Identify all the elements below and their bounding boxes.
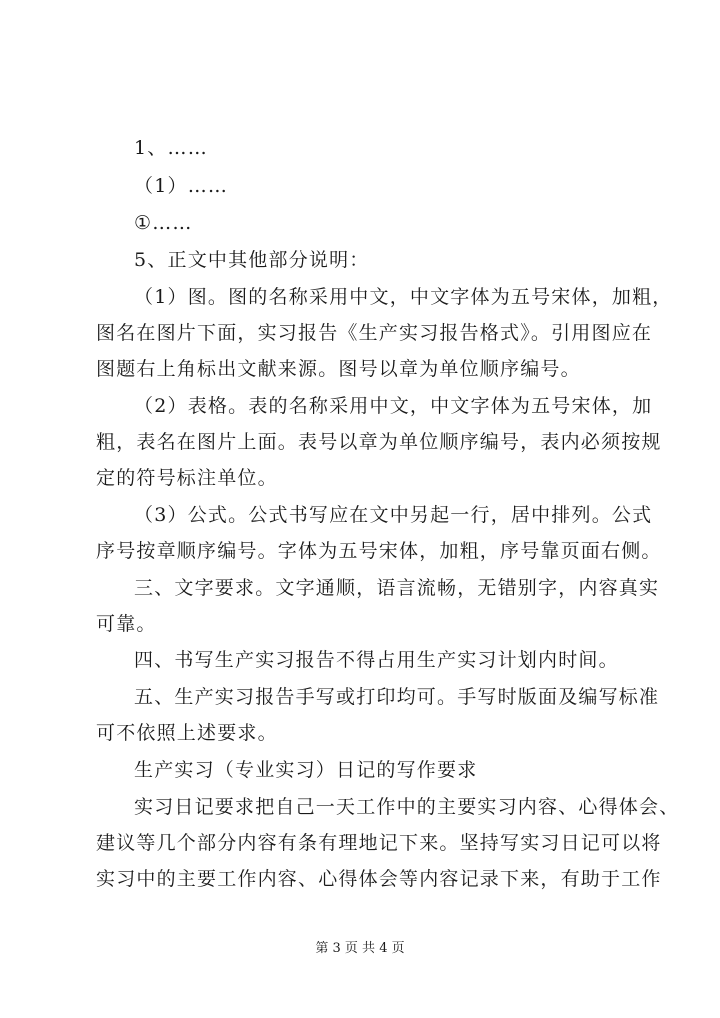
paragraph-table-line-2: 粗，表名在图片上面。表号以章为单位顺序编号，表内必须按规 [96,431,662,453]
page-footer: 第 3 页 共 4 页 [315,941,405,956]
section-heading-5: 5、正文中其他部分说明： [134,249,370,271]
paragraph-rule-5-line-1: 五、生产实习报告手写或打印均可。手写时版面及编写标准 [134,686,660,708]
paragraph-diary-line-3: 实习中的主要工作内容、心得体会等内容记录下来，有助于工作 [96,868,662,890]
paragraph-figure-line-3: 图题右上角标出文献来源。图号以章为单位顺序编号。 [96,358,581,380]
paragraph-table-line-3: 定的符号标注单位。 [96,467,278,489]
paragraph-rule-4: 四、书写生产实习报告不得占用生产实习计划内时间。 [134,649,619,671]
list-item-1: 1、…… [134,137,208,159]
paragraph-diary-line-2: 建议等几个部分内容有条有理地记下来。坚持写实习日记可以将 [96,832,662,854]
paragraph-table-line-1: （2）表格。表的名称采用中文，中文字体为五号宋体，加 [134,395,653,417]
paragraph-text-req-line-2: 可靠。 [96,613,157,635]
paragraph-formula-line-1: （3）公式。公式书写应在文中另起一行，居中排列。公式 [134,504,653,526]
list-item-circled-1: ①…… [134,212,193,234]
paragraph-text-req-line-1: 三、文字要求。文字通顺，语言流畅，无错别字，内容真实 [134,577,660,599]
paragraph-formula-line-2: 序号按章顺序编号。字体为五号宋体，加粗，序号靠页面右侧。 [96,540,662,562]
paragraph-figure-line-1: （1）图。图的名称采用中文，中文字体为五号宋体，加粗， [134,286,673,308]
list-item-1-1: （1）…… [134,175,229,197]
paragraph-diary-line-1: 实习日记要求把自己一天工作中的主要实习内容、心得体会、 [134,796,680,818]
paragraph-rule-5-line-2: 可不依照上述要求。 [96,722,278,744]
section-title-diary: 生产实习（专业实习）日记的写作要求 [134,759,478,781]
paragraph-figure-line-2: 图名在图片下面，实习报告《生产实习报告格式》。引用图应在 [96,322,653,344]
